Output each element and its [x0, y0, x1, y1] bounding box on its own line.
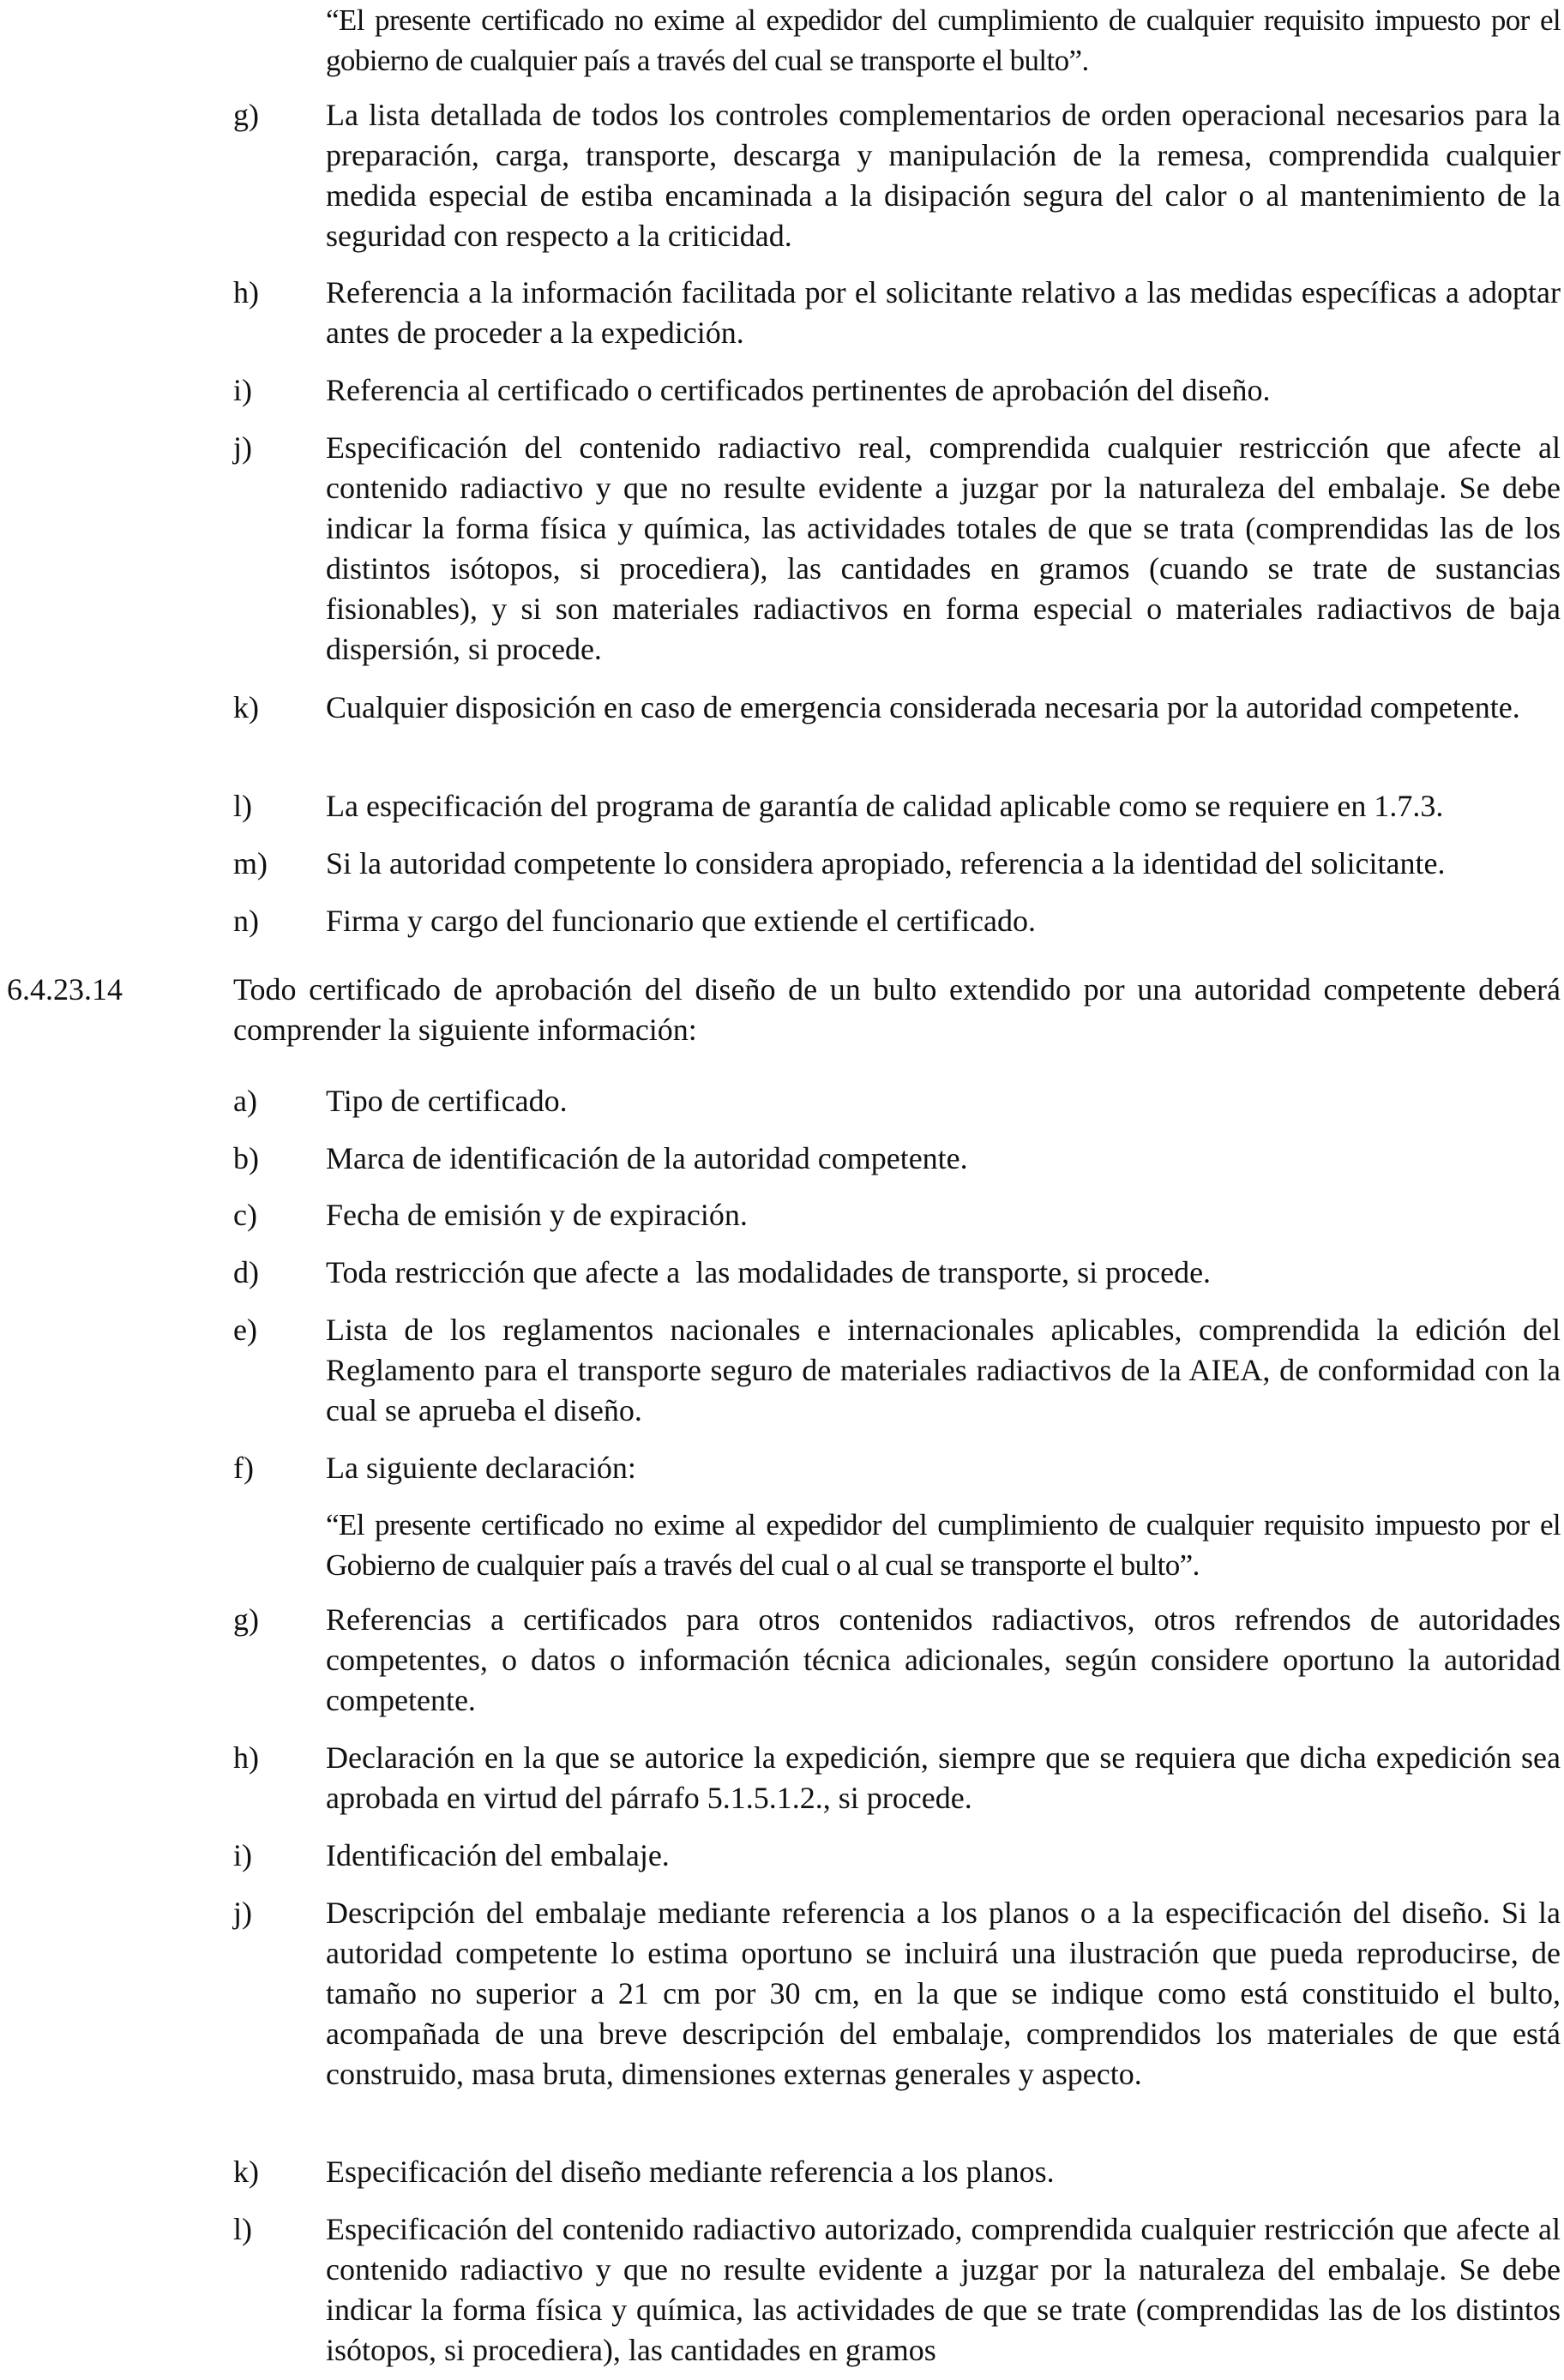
list-item-marker: g) — [233, 1602, 259, 1637]
list-item-text: Referencia a la información facilitada por el solicitante relativo a las medidas específicas a adoptar antes de proceder a la expedición. — [326, 275, 1561, 350]
list-item-text: Descripción del embalaje mediante referencia a los planos o a la especificación del diseño. Si la autoridad competente lo estima oportuno se incluirá una ilustración que pueda reproducirse, de tamaño no superior a 21 cm por 30 cm, en la que se indique como está constituido el bulto, acompañada de una breve descripción del embalaje, comprendidos los materiales de que está construido, masa bruta, dimensiones externas generales y aspecto. — [326, 1896, 1561, 2091]
section-text: Todo certificado de aprobación del diseño de un bulto extendido por una autoridad competente deberá comprender la siguiente información: — [233, 972, 1561, 1047]
list-item-text: La siguiente declaración: — [326, 1451, 636, 1485]
list-item-marker: c) — [233, 1198, 257, 1232]
list-item-marker: h) — [233, 1740, 259, 1775]
list-item-marker: l) — [233, 2212, 252, 2246]
list-item-marker: l) — [233, 789, 252, 823]
list-item-marker: d) — [233, 1255, 259, 1289]
section-number: 6.4.23.14 — [7, 972, 123, 1007]
list-item-marker: k) — [233, 690, 259, 724]
list-item-text: Toda restricción que afecte a las modalidades de transporte, si procede. — [326, 1255, 1212, 1289]
list-item-text: Lista de los reglamentos nacionales e internacionales aplicables, comprendida la edición del Reglamento para el transporte seguro de materiales radiactivos de la AIEA, de conformidad con la cual se aprueba el diseño. — [326, 1313, 1561, 1427]
list-item-marker: i) — [233, 1838, 252, 1872]
list-item-marker: j) — [233, 1896, 252, 1930]
list-item-text: Marca de identificación de la autoridad competente. — [326, 1141, 968, 1175]
list-item-text: Identificación del embalaje. — [326, 1838, 670, 1872]
list-item-text: Especificación del diseño mediante referencia a los planos. — [326, 2155, 1055, 2189]
list-item-marker: k) — [233, 2155, 259, 2189]
list-item-text: Si la autoridad competente lo considera apropiado, referencia a la identidad del solicitante. — [326, 846, 1446, 880]
list-item-marker: b) — [233, 1141, 259, 1175]
list-item-marker: f) — [233, 1451, 254, 1485]
list-item-marker: e) — [233, 1313, 257, 1347]
list-item-text: La lista detallada de todos los controles complementarios de orden operacional necesarios para la preparación, carga, transporte, descarga y manipulación de la remesa, comprendida cualquier medida especial de estiba encaminada a la disipación segura del calor o al mantenimiento de la seguridad con respecto a la criticidad. — [326, 98, 1561, 253]
list-item-marker: m) — [233, 846, 268, 880]
list-item-marker: j) — [233, 430, 252, 465]
list-item-text: Fecha de emisión y de expiración. — [326, 1198, 748, 1232]
list-item-marker: h) — [233, 275, 259, 310]
list-item-marker: n) — [233, 904, 259, 938]
list-item-text: Especificación del contenido radiactivo autorizado, comprendida cualquier restricción que afecte al contenido radiactivo y que no resulte evidente a juzgar por la naturaleza del embalaje. Se debe indicar la forma física y química, las actividades de que se trate (comprendidas las de los distintos isótopos, si procediera), las cantidades en gramos — [326, 2212, 1561, 2367]
list-item-text: Declaración en la que se autorice la expedición, siempre que se requiera que dicha expedición sea aprobada en virtud del párrafo 5.1.5.1.2., si procede. — [326, 1740, 1561, 1815]
list-item-marker: a) — [233, 1084, 257, 1118]
list-item-text: Tipo de certificado. — [326, 1084, 568, 1118]
list-item-marker: g) — [233, 98, 259, 132]
list-item-text: Firma y cargo del funcionario que extiende el certificado. — [326, 904, 1036, 938]
declaration-quote: “El presente certificado no exime al expedidor del cumplimiento de cualquier requisito impuesto por el Gobierno de cualquier país a través del cual o al cual se transporte el bulto”. — [326, 1508, 1561, 1582]
list-item-text: La especificación del programa de garantía de calidad aplicable como se requiere en 1.7.3. — [326, 789, 1444, 823]
list-item-text: Referencias a certificados para otros contenidos radiactivos, otros refrendos de autoridades competentes, o datos o información técnica adicionales, según considere oportuno la autoridad competente. — [326, 1602, 1561, 1717]
list-item-text: Especificación del contenido radiactivo real, comprendida cualquier restricción que afecte al contenido radiactivo y que no resulte evidente a juzgar por la naturaleza del embalaje. Se debe indicar la forma física y química, las actividades totales de que se trata (comprendidas las de los distintos isótopos, si procediera), las cantidades en gramos (cuando se trate de sustancias fisionables), y si son materiales radiactivos en forma especial o materiales radiactivos de baja dispersión, si procede. — [326, 430, 1561, 666]
list-item-marker: i) — [233, 373, 252, 407]
list-item-text: Cualquier disposición en caso de emergencia considerada necesaria por la autoridad competente. — [326, 690, 1520, 724]
list-item-text: Referencia al certificado o certificados pertinentes de aprobación del diseño. — [326, 373, 1271, 407]
top-quote: “El presente certificado no exime al expedidor del cumplimiento de cualquier requisito impuesto por el gobierno de cualquier país a través del cual se transporte el bulto”. — [326, 3, 1561, 77]
